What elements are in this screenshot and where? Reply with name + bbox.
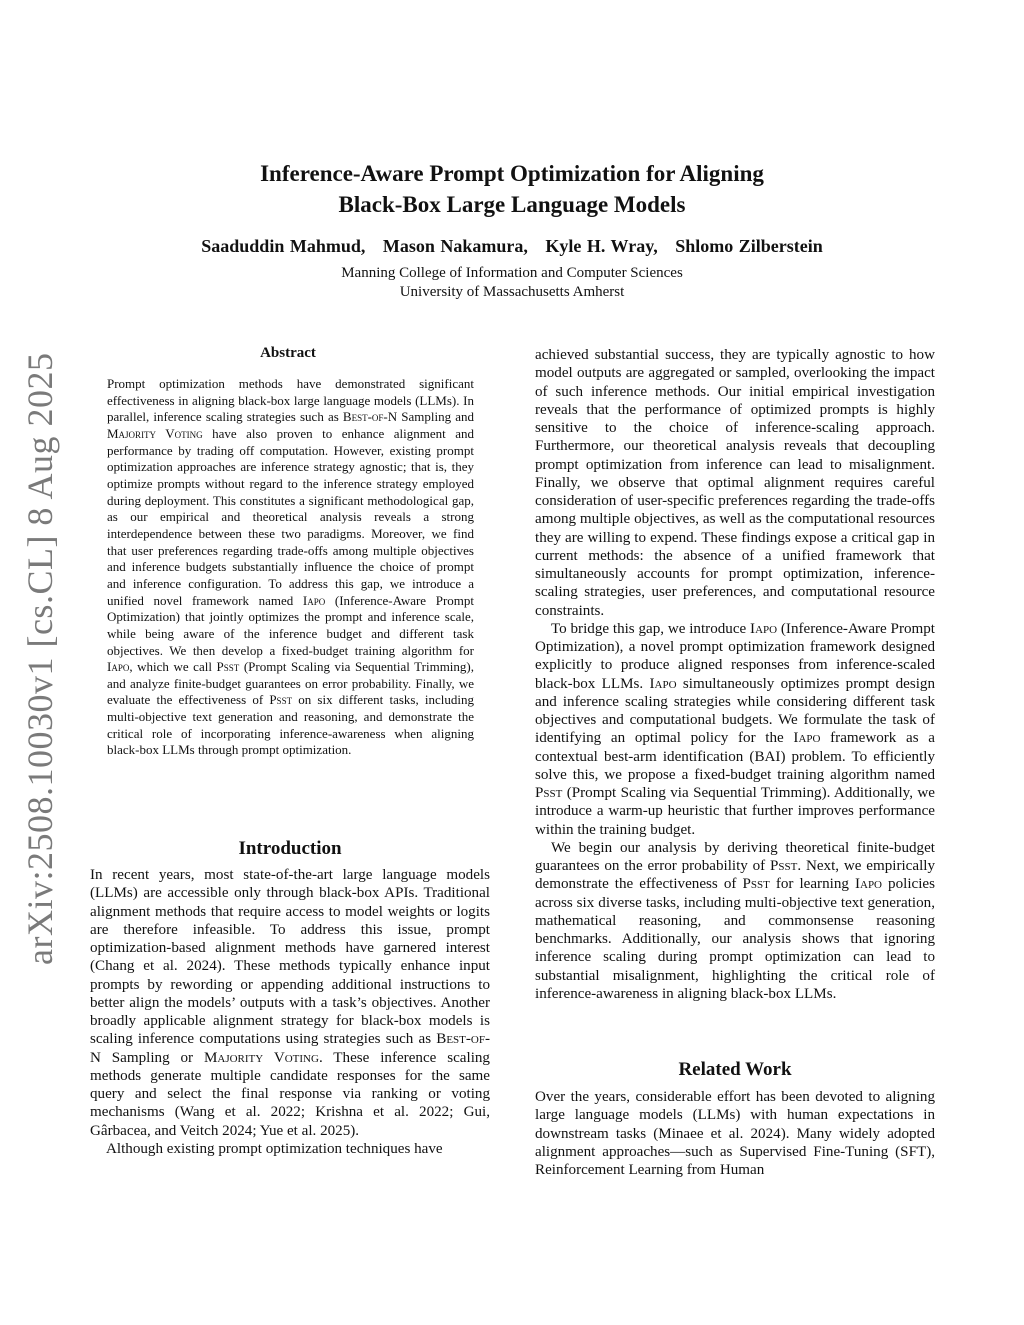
- paragraph: Over the years, considerable effort has been devoted to aligning large language models (LLMs) with human expectations in downstream tasks (Minaee et al. 2024). Many widely adopted alignment approaches—such as Supervised Fine-Tuning (SFT), Reinforcement Learning from Human: [535, 1089, 935, 1178]
- affiliation-line-2: University of Massachusetts Amherst: [399, 284, 625, 300]
- author: Saaduddin Mahmud,: [201, 236, 366, 256]
- title-line-2: Black-Box Large Language Models: [338, 192, 686, 217]
- introduction-continued: [535, 346, 935, 1003]
- related-work-heading: Related Work: [678, 1059, 792, 1080]
- author: Shlomo Zilberstein: [675, 236, 823, 256]
- arxiv-identifier: arXiv:2508.10030v1 [cs.CL] 8 Aug 2025: [20, 352, 60, 965]
- title-line-1: Inference-Aware Prompt Optimization for Aligning: [260, 161, 764, 186]
- abstract-heading: Abstract: [260, 345, 316, 361]
- paragraph: In recent years, most state-of-the-art large language models (LLMs) are accessible only through black-box APIs. Traditional alignment methods that require access to model weights or logits are therefore infeasible. To address this issue, prompt optimization-based alignment methods have garnered interest (Chang et al. 2024). These methods typically enhance input prompts by rewording or appending additional instructions to better align the models’ outputs with a task’s objectives. Another broadly applicable alignment strategy for black-box models is scaling inference computations using strategies such as Best-of-N Sampling or Majority Voting. These inference scaling methods generate multiple candidate responses for the same query and select the final response via ranking or voting mechanisms (Wang et al. 2022; Krishna et al. 2022; Gui, Gârbacea, and Veitch 2024; Yue et al. 2025).: [90, 867, 490, 1139]
- introduction-body: [90, 866, 490, 1158]
- abstract-body: Prompt optimization methods have demonstrated significant effectiveness in aligning black-box large language models (LLMs). In parallel, inference scaling strategies such as Best-of-N Sampling and Majority Voting have also proven to enhance alignment and performance by trading off computation. However, existing prompt optimization approaches are inference strategy agnostic; that is, they optimize prompts without regard to the inference strategy employed during deployment. This constitutes a significant methodological gap, as our empirical and theoretical analysis reveals a strong interdependence between these two paradigms. Moreover, we find that user preferences regarding trade-offs among multiple objectives and inference budgets substantially influence the choice of prompt and inference configuration. To address this gap, we introduce a unified novel framework named Iapo (Inference-Aware Prompt Optimization) that jointly optimizes the prompt and inference scale, while being aware of the inference budget and different task objectives. We then develop a fixed-budget training algorithm for Iapo, which we call Psst (Prompt Scaling via Sequential Trimming), and analyze finite-budget guarantees on error probability. Finally, we evaluate the effectiveness of Psst on six different tasks, including multi-objective text generation and reasoning, and demonstrate the critical role of incorporating inference-awareness when aligning black-box LLMs through prompt optimization.: [107, 376, 475, 758]
- related-work-body: [535, 1088, 935, 1179]
- author-list: [120, 236, 904, 257]
- paragraph: achieved substantial success, they are typically agnostic to how model outputs are aggregated or sampled, overlooking the impact of such inference methods. Our initial empirical investigation reveals that the performance of optimized prompts is highly sensitive to the choice of inference-scaling approach. Furthermore, our theoretical analysis reveals that decoupling prompt optimization from inference can lead to misalignment. Finally, we observe that optimal alignment requires careful consideration of user-specific preferences regarding the trade-offs among multiple objectives, as well as the computational resources they are willing to expend. These findings expose a critical gap in current methods: the absence of a unified framework that simultaneously accounts for prompt optimization, inference-scaling strategies, user preferences, and computational resource constraints.: [535, 347, 935, 619]
- paper-title: [180, 158, 844, 220]
- affiliation: [180, 264, 844, 302]
- author: Mason Nakamura,: [382, 236, 528, 256]
- author: Kyle H. Wray,: [545, 236, 658, 256]
- paragraph: To bridge this gap, we introduce Iapo (Inference-Aware Prompt Optimization), a novel prompt optimization framework designed explicitly to produce aligned responses from inference-scaled black-box LLMs. Iapo simultaneously optimizes prompt design and inference scaling strategies while considering different task objectives and computational budgets. We formulate the task of identifying an optimal policy for the Iapo framework as a contextual best-arm identification (BAI) problem. To efficiently solve this, we propose a fixed-budget training algorithm named Psst (Prompt Scaling via Sequential Trimming). Additionally, we introduce a warm-up heuristic that further improves performance within the training budget.: [535, 620, 936, 838]
- introduction-heading: Introduction: [238, 838, 342, 859]
- affiliation-line-1: Manning College of Information and Computer Sciences: [341, 265, 683, 281]
- paragraph: Although existing prompt optimization techniques have: [106, 1140, 443, 1157]
- paragraph: We begin our analysis by deriving theoretical finite-budget guarantees on the error probability of Psst. Next, we empirically demonstrate the effectiveness of Psst for learning Iapo policies across six diverse tasks, including multi-objective text generation, mathematical reasoning, and commonsense reasoning benchmarks. Additionally, our analysis shows that ignoring inference scaling during prompt optimization can lead to substantial misalignment, highlighting the critical role of inference-awareness in aligning black-box LLMs.: [535, 839, 935, 1002]
